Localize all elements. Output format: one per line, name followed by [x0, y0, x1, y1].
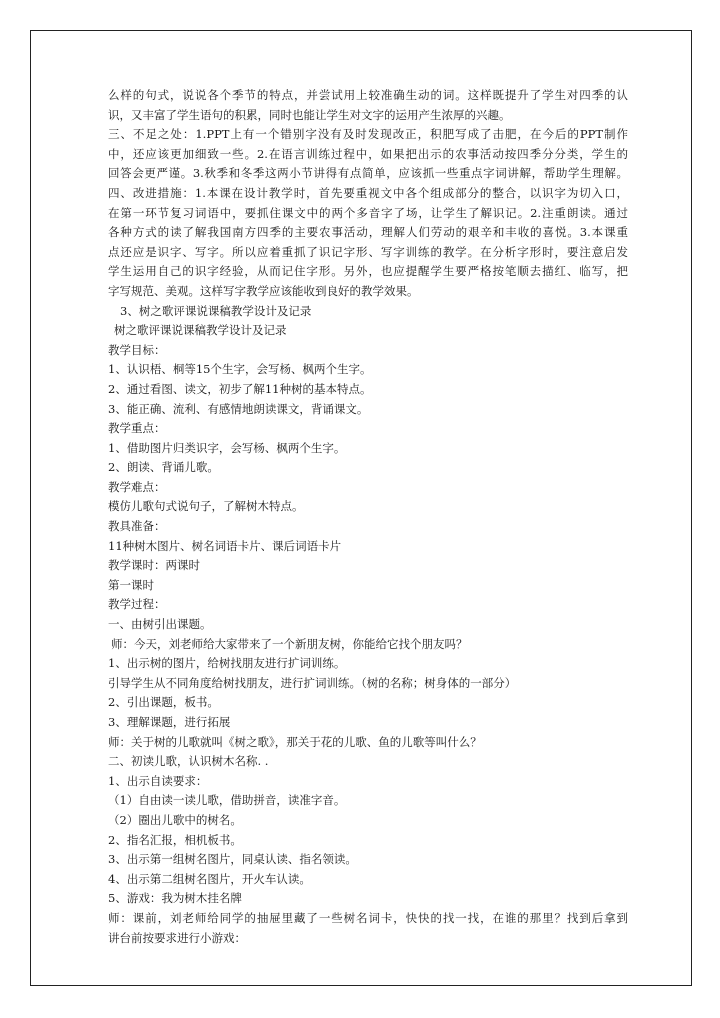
text-line: 回答会更严谨。3.秋季和冬季这两小节讲得有点简单，应该抓一些重点字词讲解，帮助学生理解。: [108, 166, 628, 181]
text-line: 教学难点：: [108, 479, 166, 494]
text-line: 第一课时: [108, 577, 154, 592]
text-line: 四、改进措施：1.本课在设计教学时，首先要重视文中各个组成部分的整合，以识字为切入口，: [108, 185, 628, 200]
text-line: 么样的句式，说说各个季节的特点，并尝试用上较准确生动的词。这样既提升了学生对四季的认: [108, 88, 628, 102]
text-line: 2、通过看图、读文，初步了解11种树的基本特点。: [108, 381, 372, 396]
text-line: （2）圈出儿歌中的树名。: [108, 812, 242, 827]
document-body: [108, 86, 628, 948]
text-line: 1、出示自读要求：: [108, 773, 208, 788]
text-line: 2、引出课题，板书。: [108, 695, 219, 710]
text-line: 师：关于树的儿歌就叫《树之歌》，那关于花的儿歌、鱼的儿歌等叫什么？: [108, 734, 482, 749]
text-line: 教学课时：两课时: [108, 558, 200, 573]
text-line: 点还应是识字、写字。所以应着重抓了识记字形、写字训练的教学。在分析字形时，要注意启发: [108, 244, 628, 259]
text-line: 1、借助图片归类识字，会写杨、枫两个生字。: [108, 440, 346, 455]
document-title: 树之歌评课说课稿教学设计及记录: [114, 323, 287, 338]
text-line: 各种方式的读了解我国南方四季的主要农事活动，理解人们劳动的艰辛和丰收的喜悦。3.本课重: [108, 225, 628, 240]
text-line: 讲台前按要求进行小游戏：: [108, 930, 246, 945]
text-line: 一、由树引出课题。: [108, 617, 212, 632]
text-line: 4、出示第二组树名图片，开火车认读。: [108, 871, 311, 886]
section-heading: 3、树之歌评课说课稿教学设计及记录: [120, 303, 312, 318]
text-line: 2、指名汇报，相机板书。: [108, 832, 242, 847]
text-line: 中，还应该更加细致一些。2.在语言训练过程中，如果把出示的农事活动按四季分分类，学生的: [108, 146, 628, 161]
text-line: （1）自由读一读儿歌，借助拼音，读准字音。: [108, 793, 346, 808]
text-line: 师：今天，刘老师给大家带来了一个新朋友树，你能给它找个朋友吗？: [111, 636, 468, 651]
text-line: 模仿儿歌句式说句子，了解树木特点。: [108, 499, 304, 514]
text-line: 11种树木图片、树名词语卡片、课后词语卡片: [108, 538, 342, 553]
text-line: 教学过程：: [108, 597, 166, 612]
text-line: 2、朗读、背诵儿歌。: [108, 460, 219, 475]
text-line: 1、认识梧、桐等15个生字，会写杨、枫两个生字。: [108, 362, 372, 377]
text-line: 3、出示第一组树名图片，同桌认读、指名领读。: [108, 852, 357, 867]
text-line: 师：课前，刘老师给同学的抽屉里藏了一些树名词卡，快快的找一找，在谁的那里？找到后拿到: [108, 910, 628, 925]
text-line: 教学重点：: [108, 421, 166, 436]
text-line: 1、出示树的图片，给树找朋友进行扩词训练。: [108, 656, 346, 671]
text-line: 在第一环节复习词语中，要抓住课文中的两个多音字了场，让学生了解识记。2.注重朗读。通过: [108, 205, 628, 220]
text-line: 三、不足之处：1.PPT上有一个错别字没有及时发现改正，积肥写成了击肥，在今后的PPT制作: [108, 127, 628, 142]
text-line: 教具准备：: [108, 519, 166, 534]
text-line: 识，又丰富了学生语句的积累，同时也能让学生对文字的运用产生浓厚的兴趣。: [108, 107, 511, 122]
text-line: 3、理解课题，进行拓展: [108, 715, 231, 729]
text-line: 5、游戏：我为树木挂名牌: [108, 891, 242, 906]
text-line: 教学目标：: [108, 342, 166, 357]
text-line: 引导学生从不同角度给树找朋友，进行扩词训练。（树的名称；树身体的一部分）: [108, 675, 517, 690]
text-line: 学生运用自己的识字经验，从而记住字形。另外，也应提醒学生要严格按笔顺去描红、临写，把: [108, 264, 628, 279]
text-line: 二、初读儿歌，认识树木名称. .: [108, 754, 269, 769]
text-line: 字写规范、美观。这样写字教学应该能收到良好的教学效果。: [108, 283, 419, 298]
text-line: 3、能正确、流利、有感情地朗读课文，背诵课文。: [108, 401, 369, 416]
